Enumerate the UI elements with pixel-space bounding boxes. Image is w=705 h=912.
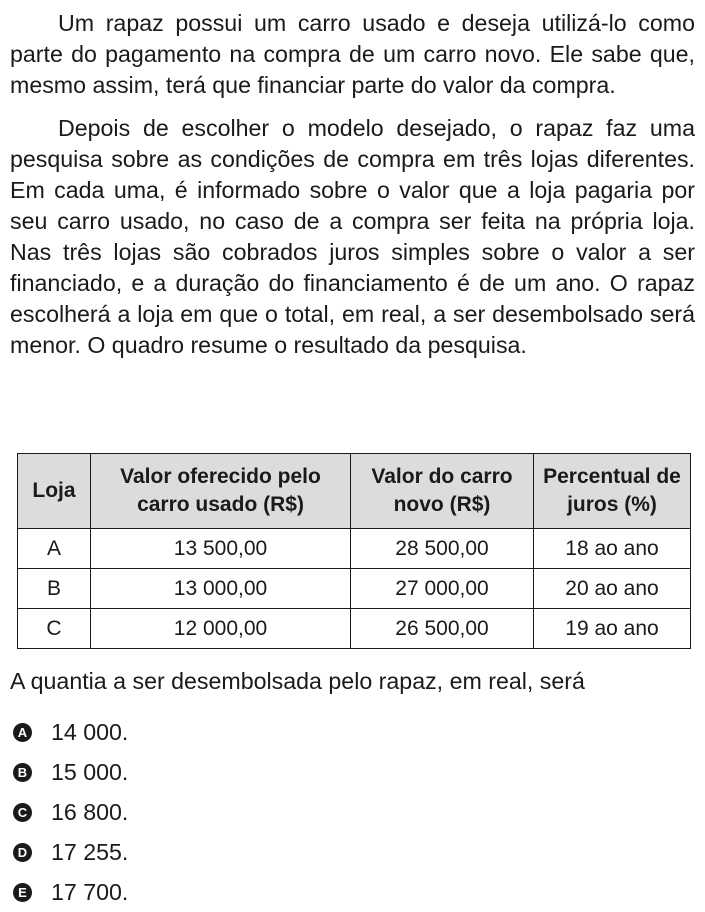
table-row [18,529,691,569]
header-valor-novo: Valor do carro novo (R$) [351,454,534,529]
option-letter-badge: D [13,843,32,862]
option-text: 17 255. [51,838,129,865]
paragraph-intro: Um rapaz possui um carro usado e deseja utilizá-lo como parte do pagamento na compra de um carro novo. Ele sabe que, mesmo assim, terá que financiar parte do valor da compra. [10,10,695,98]
option-letter-badge: E [13,883,32,902]
option-c[interactable] [13,792,128,832]
table-header-row [18,454,691,529]
option-b[interactable] [13,752,128,792]
option-letter-badge: C [13,803,32,822]
cell-valor-novo: 26 500,00 [351,609,534,649]
cell-loja: C [18,609,91,649]
table-row [18,609,691,649]
cell-juros: 20 ao ano [534,569,691,609]
option-a[interactable] [13,712,128,752]
option-letter-badge: B [13,763,32,782]
paragraph-research: Depois de escolher o modelo desejado, o rapaz faz uma pesquisa sobre as condições de compra em três lojas diferentes. Em cada uma, é informado sobre o valor que a loja pagaria por seu carro usado, no caso de a compra ser feita na própria loja. Nas três lojas são cobrados juros simples sobre o valor a ser financiado, e a duração do financiamento é de um ano. O rapaz escolherá a loja em que o total, em real, a ser desembolsado será menor. O quadro resume o resultado da pesquisa. [10,115,695,358]
header-loja: Loja [18,454,91,529]
option-text: 17 700. [51,878,129,905]
cell-loja: B [18,569,91,609]
comparison-table [17,453,691,649]
cell-loja: A [18,529,91,569]
cell-valor-usado: 13 500,00 [91,529,351,569]
cell-juros: 18 ao ano [534,529,691,569]
option-text: 14 000. [51,718,129,745]
header-valor-usado: Valor oferecido pelo carro usado (R$) [91,454,351,529]
cell-valor-usado: 13 000,00 [91,569,351,609]
option-text: 16 800. [51,798,129,825]
cell-valor-novo: 27 000,00 [351,569,534,609]
cell-valor-novo: 28 500,00 [351,529,534,569]
option-d[interactable] [13,832,128,872]
option-text: 15 000. [51,758,129,785]
option-e[interactable] [13,872,128,912]
header-juros: Percentual de juros (%) [534,454,691,529]
option-letter-badge: A [13,723,32,742]
table-row [18,569,691,609]
cell-juros: 19 ao ano [534,609,691,649]
question-stem: A quantia a ser desembolsada pelo rapaz, em real, será [10,668,585,694]
answer-options [13,712,128,912]
cell-valor-usado: 12 000,00 [91,609,351,649]
